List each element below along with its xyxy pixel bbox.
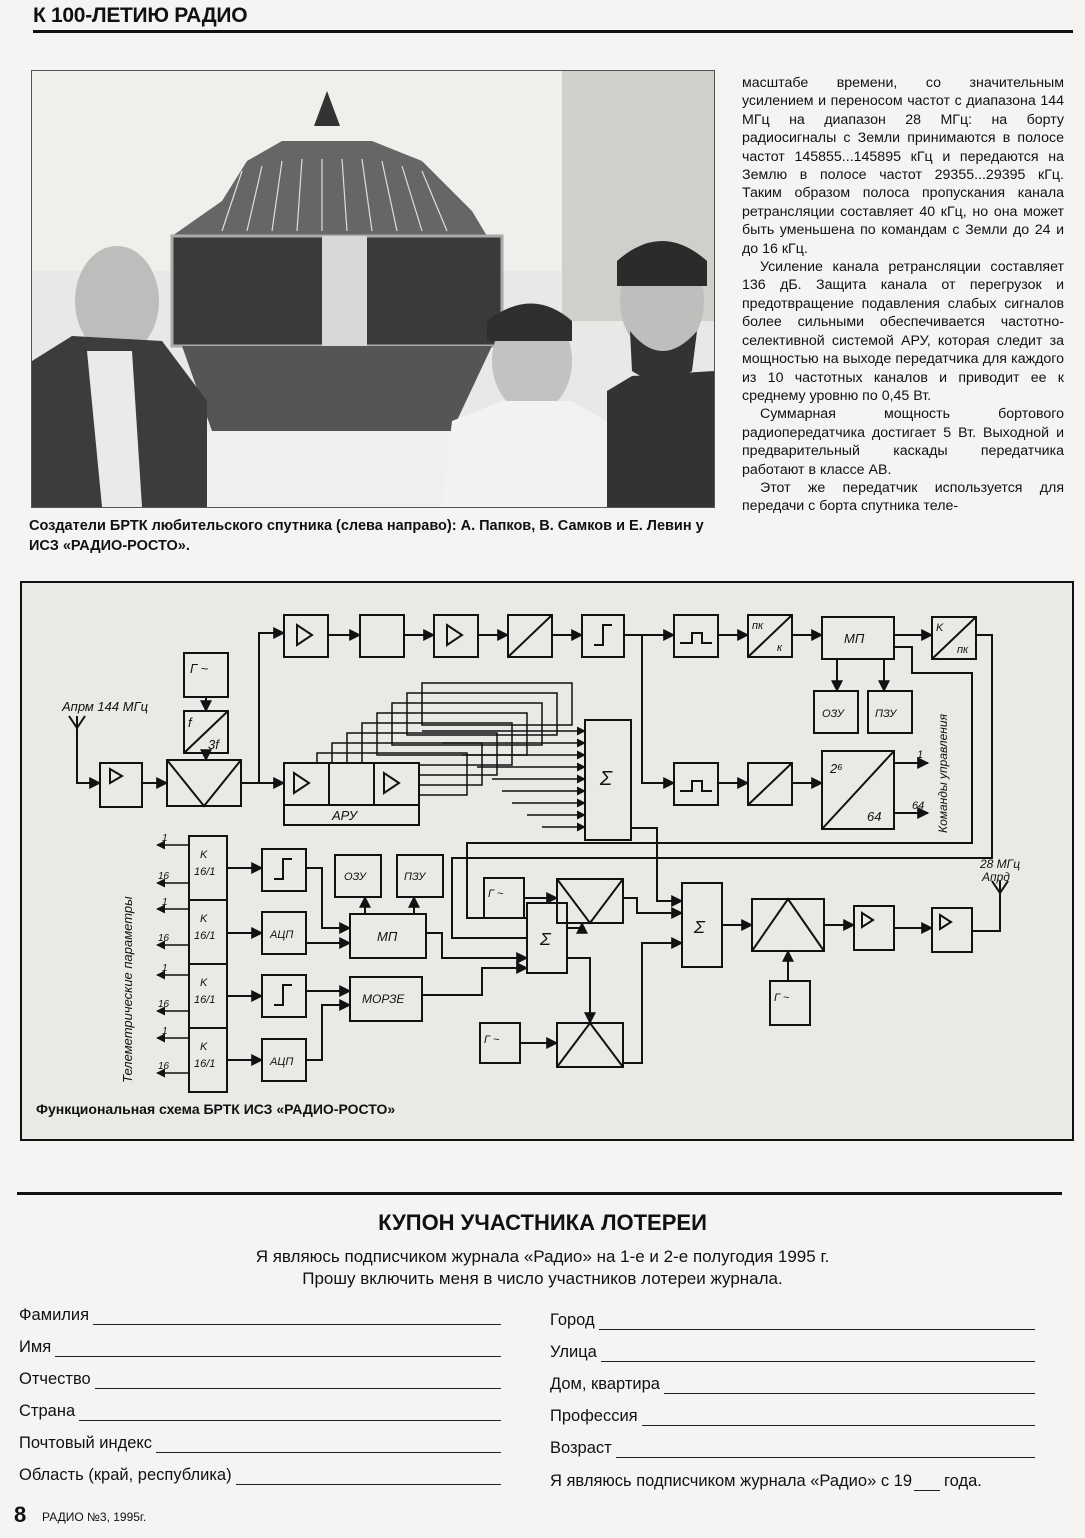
sum-label-3: Σ	[694, 917, 705, 937]
pk-label: пк	[752, 620, 764, 632]
article-paragraph: Суммарная мощность бортового радиопередатчика достигает 5 Вт. Выходной и предварительный каскады передатчика работают в классе АВ.	[742, 406, 1064, 478]
coupon-divider	[17, 1192, 1062, 1195]
field-label: Улица	[550, 1343, 597, 1361]
article-paragraph: масштабе времени, со значительным усилением и переносом частот с диапазона 144 МГц на диапазон 28 МГц: на борту радиосигналы с Земли принимаются в полосе частот 145855...145895 кГц и передаются на Землю в полосе частот 29355...29395 кГц. Таким образом полоса пропускания канала ретрансляции составляет 40 кГц, но она может быть уменьшена по командам с Земли до 24 и до 16 кГц.	[742, 75, 1064, 257]
tm-first: 1	[162, 963, 168, 974]
page-number: 8	[14, 1502, 27, 1527]
k-label-2: K	[936, 622, 944, 634]
field-line[interactable]	[642, 1411, 1035, 1426]
cmd-first-label: 1	[917, 749, 924, 761]
gen-label-2: Г ~	[488, 888, 504, 900]
field-line[interactable]	[156, 1438, 501, 1453]
article-text	[742, 74, 1064, 516]
morse-label: МОРЗЕ	[362, 992, 405, 1006]
mp-label-top: МП	[844, 631, 865, 646]
photo-illustration	[32, 71, 714, 507]
tm-last: 16	[158, 871, 170, 882]
adc-label: АЦП	[270, 1056, 294, 1068]
pzu-label-top: ПЗУ	[875, 708, 897, 720]
field-line[interactable]	[95, 1374, 501, 1389]
field-name[interactable]	[19, 1335, 501, 1357]
k-label: к	[777, 642, 783, 654]
field-profession[interactable]	[550, 1404, 1035, 1426]
field-subscriber-since[interactable]	[550, 1469, 1050, 1491]
mux-k-label: K	[200, 913, 208, 925]
coupon-intro-line-2: Прошу включить меня в число участников лотереи журнала.	[302, 1269, 783, 1288]
tm-first: 1	[162, 897, 168, 908]
sixty-four-label: 64	[867, 809, 882, 824]
mux-label: 16/1	[194, 994, 216, 1006]
ozu-label-top: ОЗУ	[822, 708, 844, 720]
mux-k-label: K	[200, 977, 208, 989]
field-age[interactable]	[550, 1436, 1035, 1458]
commands-label: Команды управления	[936, 714, 950, 833]
two-six-label: 2⁶	[830, 761, 843, 776]
field-label: Фамилия	[19, 1306, 90, 1324]
mux-label: 16/1	[194, 1058, 216, 1070]
field-label: Имя	[19, 1338, 52, 1356]
mux-k-label: K	[200, 849, 208, 861]
telemetry-label: Телеметрические параметры	[120, 896, 135, 1083]
mux-k-label: K	[200, 1041, 208, 1053]
field-line[interactable]	[236, 1470, 501, 1485]
tm-last: 16	[158, 999, 170, 1010]
field-line[interactable]	[79, 1406, 501, 1421]
field-line[interactable]	[601, 1347, 1035, 1362]
mult-3f-label: 3f	[208, 737, 219, 752]
diagram-caption: Функциональная схема БРТК ИСЗ «РАДИО-РОСТО»	[36, 1101, 396, 1117]
tx-freq-label: 28 МГц	[980, 857, 1021, 871]
year-blank[interactable]	[914, 1476, 940, 1491]
pzu-label: ПЗУ	[404, 871, 426, 883]
field-label: Страна	[19, 1402, 76, 1420]
subscriber-since-suffix: года.	[944, 1472, 982, 1490]
article-paragraph: Этот же передатчик используется для передачи с борта спутника теле-	[742, 479, 1064, 515]
field-postal-code[interactable]	[19, 1431, 501, 1453]
section-title: К 100-ЛЕТИЮ РАДИО	[33, 4, 248, 27]
gen-label-4: Г ~	[774, 992, 790, 1004]
photo-caption: Создатели БРТК любительского спутника (слева направо): А. Папков, В. Самков и Е. Левин у ИСЗ «РАДИО-РОСТО».	[29, 518, 704, 554]
satellite-photo	[31, 70, 715, 508]
mux-label: 16/1	[194, 930, 216, 942]
adc-label: АЦП	[270, 929, 294, 941]
cmd-last-label: 64	[912, 800, 925, 812]
field-line[interactable]	[93, 1310, 501, 1325]
field-line[interactable]	[664, 1379, 1035, 1394]
sum-label: Σ	[600, 768, 612, 790]
block-diagram	[20, 581, 1074, 1141]
tm-first: 1	[162, 1026, 168, 1037]
field-line[interactable]	[599, 1315, 1035, 1330]
subscriber-since-prefix: Я являюсь подписчиком журнала «Радио» с 19	[550, 1472, 913, 1490]
coupon-title: КУПОН УЧАСТНИКА ЛОТЕРЕИ	[378, 1210, 707, 1235]
field-country[interactable]	[19, 1399, 501, 1421]
field-line[interactable]	[616, 1443, 1035, 1458]
mixer-block	[167, 760, 241, 806]
field-label: Область (край, республика)	[19, 1466, 232, 1484]
field-label: Почтовый индекс	[19, 1434, 153, 1452]
field-region[interactable]	[19, 1463, 501, 1485]
field-street[interactable]	[550, 1340, 1035, 1362]
pk-label-2: пк	[957, 644, 969, 656]
issue-label: РАДИО №3, 1995г.	[42, 1510, 147, 1524]
field-label: Профессия	[550, 1407, 638, 1425]
field-line[interactable]	[55, 1342, 501, 1357]
tm-last: 16	[158, 933, 170, 944]
mult-f-label: f	[188, 715, 192, 730]
aru-label: АРУ	[332, 808, 358, 823]
mp-label: МП	[377, 929, 398, 944]
field-label: Отчество	[19, 1370, 91, 1388]
gen-label: Г ~	[190, 661, 209, 676]
ozu-label: ОЗУ	[344, 871, 366, 883]
field-surname[interactable]	[19, 1303, 501, 1325]
lna-block	[100, 763, 142, 807]
tx-antenna-label: Aпрд	[982, 870, 1010, 884]
field-label: Возраст	[550, 1439, 612, 1457]
field-city[interactable]	[550, 1308, 1035, 1330]
sum-label-2: Σ	[540, 929, 551, 949]
field-patronymic[interactable]	[19, 1367, 501, 1389]
field-house[interactable]	[550, 1372, 1035, 1394]
field-label: Дом, квартира	[550, 1375, 660, 1393]
tm-last: 16	[158, 1061, 170, 1072]
field-label: Город	[550, 1311, 595, 1329]
mux-label: 16/1	[194, 866, 216, 878]
rx-antenna-label: Aпрм 144 МГц	[62, 699, 149, 714]
article-paragraph: Усиление канала ретрансляции составляет 136 дБ. Защита канала от перегрузок и предотвращение подавления слабых сигналов более сильными обеспечивается частотно-селективной системой АРУ, которая следит за мощностью на выходе передатчика для каждого из 10 частотных каналов и приводит ее к среднему уровню по 0,45 Вт.	[742, 259, 1064, 404]
tm-first: 1	[162, 833, 168, 844]
header-rule	[33, 30, 1073, 33]
coupon-intro-line-1: Я являюсь подписчиком журнала «Радио» на 1-е и 2-е полугодия 1995 г.	[255, 1247, 830, 1266]
diagram-svg	[22, 583, 1072, 1139]
coupon-intro	[0, 1246, 1085, 1290]
gen-label-3: Г ~	[484, 1034, 500, 1046]
